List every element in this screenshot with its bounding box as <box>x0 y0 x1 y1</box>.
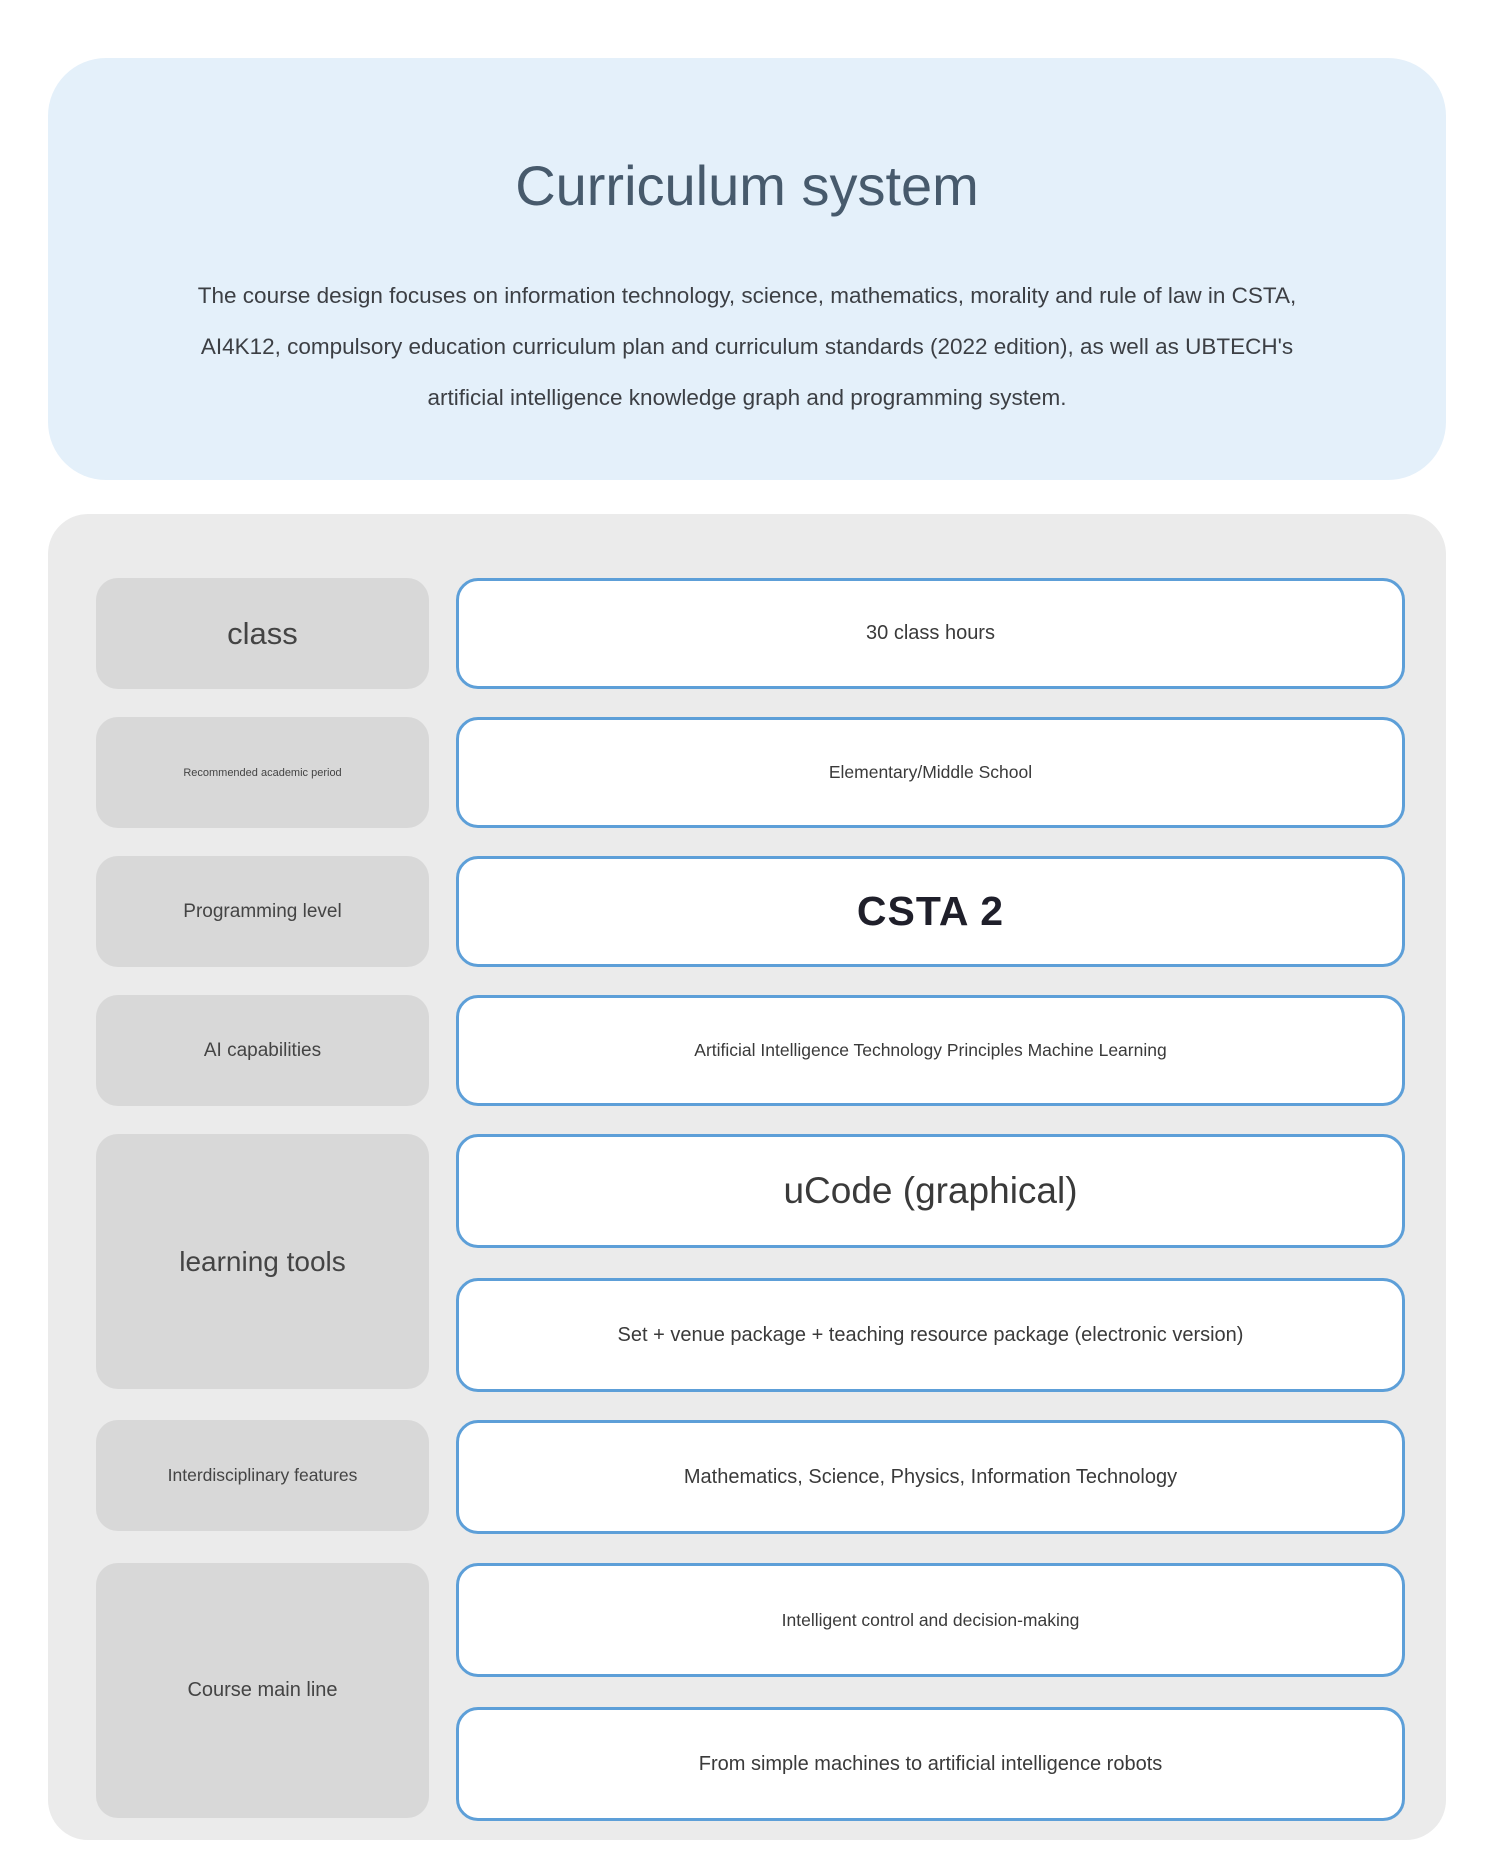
row-value-programming: CSTA 2 <box>456 856 1405 967</box>
row-value-tools-kit: Set + venue package + teaching resource package (electronic version) <box>456 1278 1405 1392</box>
row-label-mainline: Course main line <box>96 1563 429 1818</box>
intro-description: The course design focuses on information technology, science, mathematics, morality and rule of law in CSTA, AI4K12, compulsory education curriculum plan and curriculum standards (2022 edition), as well as UBTECH's artificial intelligence knowledge graph and programming system. <box>197 283 1297 410</box>
row-value-ai: Artificial Intelligence Technology Principles Machine Learning <box>456 995 1405 1106</box>
intro-banner <box>48 58 1446 480</box>
page-title: Curriculum system <box>515 154 979 217</box>
row-label-tools: learning tools <box>96 1134 429 1389</box>
row-value-tools-software: uCode (graphical) <box>456 1134 1405 1248</box>
row-value-period: Elementary/Middle School <box>456 717 1405 828</box>
row-value-mainline-robots: From simple machines to artificial intelligence robots <box>456 1707 1405 1821</box>
row-value-interdisciplinary: Mathematics, Science, Physics, Information Technology <box>456 1420 1405 1534</box>
row-label-interdisciplinary: Interdisciplinary features <box>96 1420 429 1531</box>
row-value-mainline-control: Intelligent control and decision-making <box>456 1563 1405 1677</box>
row-label-programming: Programming level <box>96 856 429 967</box>
row-label-class: class <box>96 578 429 689</box>
row-label-period: Recommended academic period <box>96 717 429 828</box>
row-value-class: 30 class hours <box>456 578 1405 689</box>
row-label-ai: AI capabilities <box>96 995 429 1106</box>
